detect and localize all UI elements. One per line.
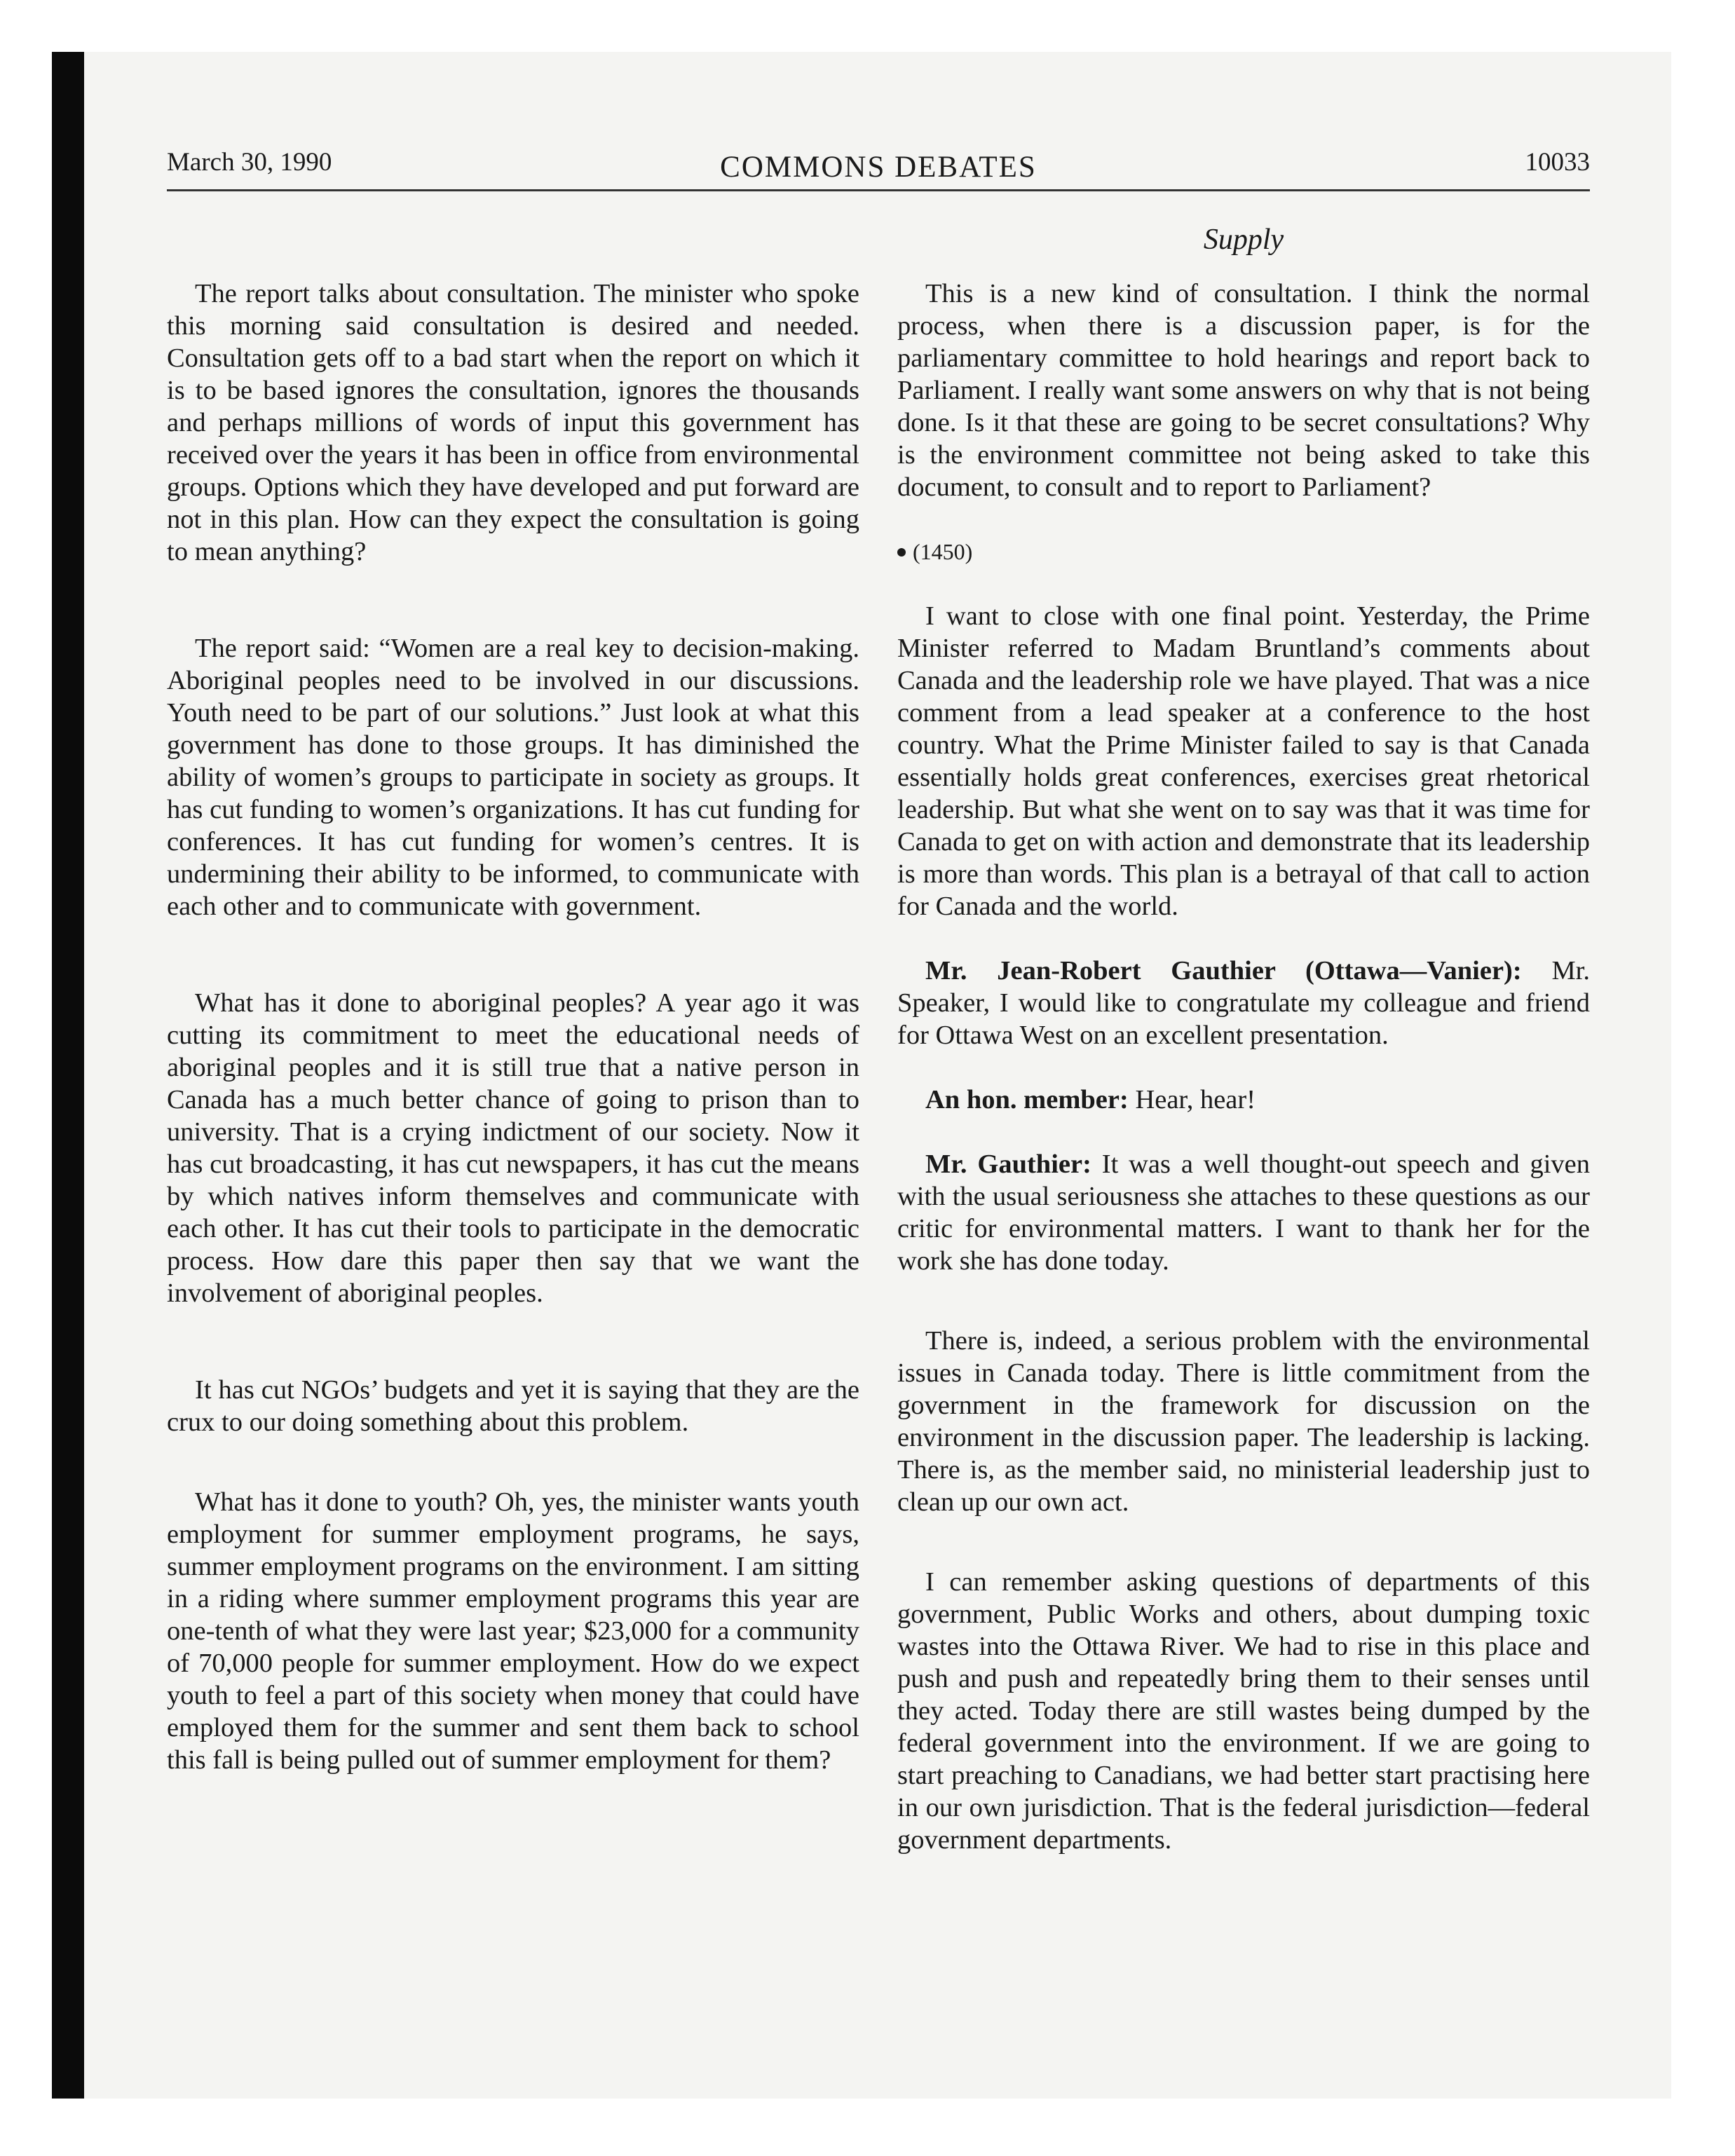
left-column	[167, 278, 859, 1776]
speech-hon-member	[897, 1084, 1590, 1116]
speech-text: Mr. Speaker, I would like to congratulate my colleague and friend for Ottawa West on an excellent presentation.	[897, 956, 1590, 1050]
speech-text: Hear, hear!	[1128, 1085, 1256, 1114]
speaker-name: Mr. Gauthier:	[925, 1149, 1091, 1179]
speaker-name: An hon. member:	[925, 1085, 1129, 1114]
bullet-icon	[897, 548, 906, 557]
paragraph: There is, indeed, a serious problem with the environmental issues in Canada today. There is little commitment from the government in the framework for discussion on the environment in the discussion paper. The leadership is lacking. There is, as the member said, no ministerial leadership just to clean up our own act.	[897, 1326, 1590, 1517]
paragraph: I want to close with one final point. Yesterday, the Prime Minister referred to Madam Bruntland’s comments about Canada and the leadership role we have played. That was a nice comment from a lead speaker at a conference to the host country. What the Prime Minister failed to say is that Canada essentially holds great conferences, exercises great rhetorical leadership. But what she went on to say was that it was time for Canada to get on with action and demonstrate that its leadership is more than words. This plan is a betrayal of that call to action for Canada and the world.	[897, 601, 1590, 921]
right-column	[897, 278, 1590, 1856]
paragraph: It has cut NGOs’ budgets and yet it is saying that they are the crux to our doing something about this problem.	[167, 1375, 859, 1437]
time-marker-label: (1450)	[913, 539, 973, 564]
paragraph: What has it done to youth? Oh, yes, the minister wants youth employment for summer employment programs, he says, summer employment programs on the environment. I am sitting in a riding where summer employment programs this year are one-tenth of what they were last year; $23,000 for a community of 70,000 people for summer employment. How do we expect youth to feel a part of this society when money that could have employed them for the summer and sent them back to school this fall is being pulled out of summer employment for them?	[167, 1487, 859, 1775]
paragraph: What has it done to aboriginal peoples? A year ago it was cutting its commitment to meet the educational needs of aboriginal peoples and it is still true that a native person in Canada has a much better chance of going to prison than to university. That is a crying indictment of our society. Now it has cut broadcasting, it has cut newspapers, it has cut the means by which natives inform themselves and communicate with each other. It has cut their tools to participate in the democratic process. How dare this paper then say that we want the involvement of aboriginal peoples.	[167, 988, 859, 1308]
paragraph: This is a new kind of consultation. I think the normal process, when there is a discussion paper, is for the parliamentary committee to hold hearings and report back to Parliament. I really want some answers on why that is not being done. Is it that these are going to be secret consultations? Why is the environment committee not being asked to take this document, to consult and to report to Parliament?	[897, 279, 1590, 502]
header-title: COMMONS DEBATES	[720, 151, 1037, 184]
paragraph: The report said: “Women are a real key to decision-making. Aboriginal peoples need to be involved in our discussions. Youth need to be part of our solutions.” Just look at what this government has done to those groups. It has diminished the ability of women’s groups to participate in society as groups. It has cut funding to women’s organizations. It has cut funding for conferences. It has cut funding for women’s centres. It is undermining their ability to be informed, to communicate with each other and to communicate with government.	[167, 634, 859, 921]
header-date: March 30, 1990	[167, 148, 332, 177]
speaker-name: Mr. Jean-Robert Gauthier (Ottawa—Vanier):	[925, 956, 1522, 985]
time-marker	[897, 535, 1590, 568]
paragraph: I can remember asking questions of departments of this government, Public Works and others, about dumping toxic wastes into the Ottawa River. We had to rise in this place and push and push and repeatedly bring them to their senses until they acted. Today there are still wastes being dumped by the federal government into the environment. If we are going to start preaching to Canadians, we had better start practising here in our own jurisdiction. That is the federal jurisdiction—federal government departments.	[897, 1567, 1590, 1855]
speech-gauthier-intro	[897, 955, 1590, 1051]
paragraph: The report talks about consultation. The minister who spoke this morning said consultation is desired and needed. Consultation gets off to a bad start when the report on which it is to be based ignores the consultation, ignores the thousands and perhaps millions of words of input this government has received over the years it has been in office from environmental groups. Options which they have developed and put forward are not in this plan. How can they expect the consultation is going to mean anything?	[167, 279, 859, 566]
section-title: Supply	[1203, 224, 1284, 256]
page-header	[167, 140, 1590, 191]
speech-text: It was a well thought-out speech and given with the usual seriousness she attaches to these questions as our critic for environmental matters. I want to thank her for the work she has done today.	[897, 1149, 1590, 1276]
binding-edge	[52, 52, 84, 2099]
speech-gauthier	[897, 1148, 1590, 1277]
header-page-number: 10033	[1525, 148, 1590, 177]
